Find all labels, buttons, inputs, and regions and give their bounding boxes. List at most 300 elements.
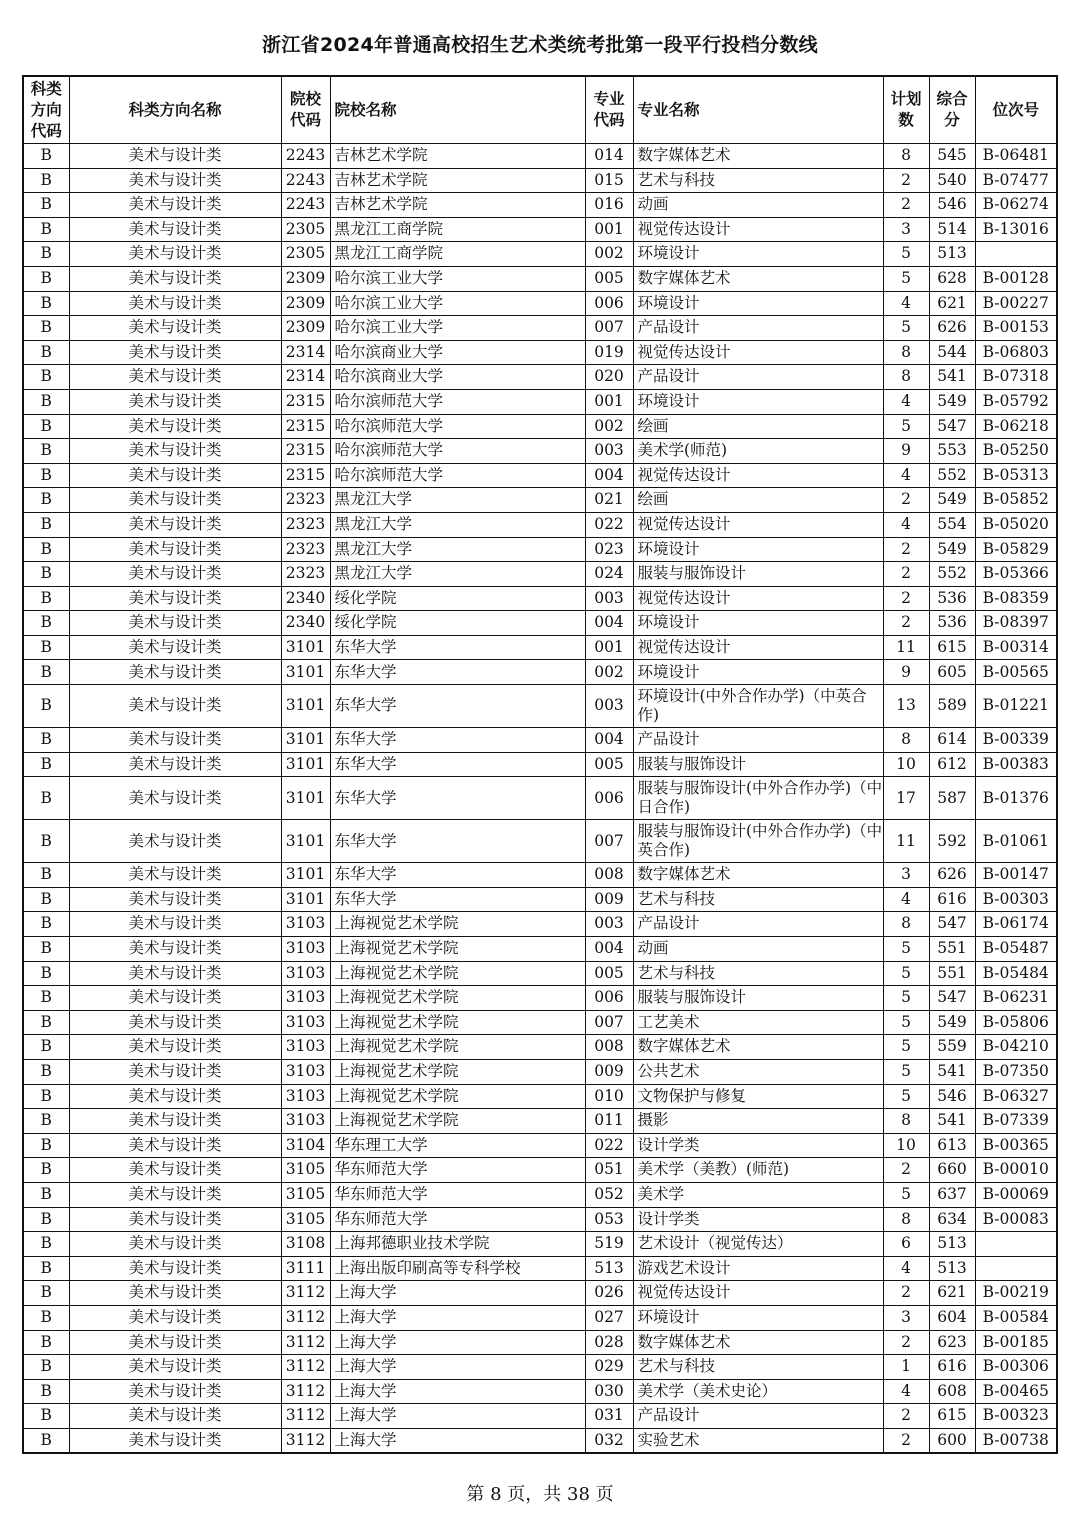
cell-rank: B-08359 (975, 586, 1057, 611)
cell-cat-name: 美术与设计类 (69, 1109, 281, 1134)
cell-school-name: 黑龙江工商学院 (330, 242, 585, 267)
cell-school-name: 东华大学 (330, 660, 585, 685)
table-row (23, 1182, 1057, 1207)
cell-major-name: 数字媒体艺术 (633, 144, 883, 169)
cell-school-name: 哈尔滨师范大学 (330, 414, 585, 439)
cell-school-code: 3103 (281, 1010, 330, 1035)
cell-plan: 5 (883, 316, 929, 341)
cell-score: 551 (929, 937, 975, 962)
cell-cat-name: 美术与设计类 (69, 635, 281, 660)
cell-school-name: 东华大学 (330, 863, 585, 888)
cell-school-name: 绥化学院 (330, 611, 585, 636)
cell-plan: 10 (883, 1133, 929, 1158)
cell-school-code: 2314 (281, 365, 330, 390)
cell-major-name: 动画 (633, 937, 883, 962)
table-row (23, 193, 1057, 218)
cell-cat-name: 美术与设计类 (69, 389, 281, 414)
cell-rank: B-01221 (975, 685, 1057, 728)
cell-cat-code: B (23, 365, 69, 390)
cell-major-name: 公共艺术 (633, 1060, 883, 1085)
cell-rank: B-08397 (975, 611, 1057, 636)
cell-school-code: 3112 (281, 1281, 330, 1306)
cell-score: 600 (929, 1428, 975, 1453)
cell-cat-name: 美术与设计类 (69, 1305, 281, 1330)
table-row (23, 586, 1057, 611)
cell-cat-code: B (23, 537, 69, 562)
cell-plan: 5 (883, 1060, 929, 1085)
cell-score: 660 (929, 1158, 975, 1183)
cell-cat-name: 美术与设计类 (69, 168, 281, 193)
cell-major-code: 005 (585, 961, 633, 986)
cell-school-name: 东华大学 (330, 777, 585, 820)
cell-major-name: 数字媒体艺术 (633, 1035, 883, 1060)
cell-score: 541 (929, 1109, 975, 1134)
cell-plan: 8 (883, 365, 929, 390)
cell-school-code: 2323 (281, 488, 330, 513)
cell-score: 536 (929, 611, 975, 636)
cell-major-code: 004 (585, 937, 633, 962)
cell-major-name: 视觉传达设计 (633, 217, 883, 242)
cell-rank: B-06327 (975, 1084, 1057, 1109)
cell-school-name: 上海大学 (330, 1330, 585, 1355)
cell-school-code: 2323 (281, 537, 330, 562)
page-footer: 第 8 页，共 38 页 (466, 1484, 614, 1505)
cell-score: 549 (929, 1010, 975, 1035)
cell-score: 626 (929, 863, 975, 888)
cell-cat-code: B (23, 242, 69, 267)
cell-plan: 2 (883, 1428, 929, 1453)
table-row (23, 685, 1057, 728)
cell-school-code: 2243 (281, 193, 330, 218)
cell-plan: 5 (883, 1010, 929, 1035)
cell-plan: 4 (883, 463, 929, 488)
cell-school-name: 吉林艺术学院 (330, 193, 585, 218)
cell-major-name: 服装与服饰设计 (633, 752, 883, 777)
cell-major-name: 视觉传达设计 (633, 463, 883, 488)
cell-rank: B-05313 (975, 463, 1057, 488)
cell-major-name: 环境设计 (633, 242, 883, 267)
table-row (23, 463, 1057, 488)
cell-rank: B-00083 (975, 1207, 1057, 1232)
cell-score: 536 (929, 586, 975, 611)
cell-school-code: 3103 (281, 937, 330, 962)
cell-cat-code: B (23, 488, 69, 513)
cell-major-code: 028 (585, 1330, 633, 1355)
cell-cat-code: B (23, 1035, 69, 1060)
cell-school-code: 3103 (281, 1035, 330, 1060)
table-row (23, 1355, 1057, 1380)
cell-score: 547 (929, 986, 975, 1011)
cell-school-name: 黑龙江大学 (330, 562, 585, 587)
cell-plan: 5 (883, 937, 929, 962)
cell-school-name: 上海大学 (330, 1355, 585, 1380)
cell-school-name: 上海出版印刷高等专科学校 (330, 1256, 585, 1281)
cell-school-name: 吉林艺术学院 (330, 168, 585, 193)
cell-cat-code: B (23, 193, 69, 218)
cell-plan: 5 (883, 414, 929, 439)
cell-score: 549 (929, 537, 975, 562)
cell-plan: 3 (883, 217, 929, 242)
cell-cat-name: 美术与设计类 (69, 1182, 281, 1207)
header-rank: 位次号 (975, 76, 1057, 144)
cell-plan: 3 (883, 1305, 929, 1330)
cell-school-code: 3101 (281, 752, 330, 777)
cell-plan: 2 (883, 1330, 929, 1355)
cell-major-code: 005 (585, 752, 633, 777)
cell-plan: 2 (883, 193, 929, 218)
cell-cat-code: B (23, 887, 69, 912)
cell-major-name: 环境设计 (633, 611, 883, 636)
cell-cat-code: B (23, 611, 69, 636)
cell-score: 637 (929, 1182, 975, 1207)
cell-rank: B-00153 (975, 316, 1057, 341)
cell-rank: B-00069 (975, 1182, 1057, 1207)
cell-cat-code: B (23, 1133, 69, 1158)
cell-cat-name: 美术与设计类 (69, 1379, 281, 1404)
cell-major-name: 服装与服饰设计(中外合作办学)（中英合作) (633, 820, 883, 863)
cell-major-code: 007 (585, 820, 633, 863)
cell-rank: B-05487 (975, 937, 1057, 962)
cell-score: 621 (929, 1281, 975, 1306)
cell-plan: 10 (883, 752, 929, 777)
cell-school-code: 3101 (281, 728, 330, 753)
table-row (23, 961, 1057, 986)
table-row (23, 777, 1057, 820)
cell-school-code: 2305 (281, 217, 330, 242)
cell-major-code: 053 (585, 1207, 633, 1232)
cell-major-code: 014 (585, 144, 633, 169)
cell-major-code: 022 (585, 1133, 633, 1158)
cell-cat-name: 美术与设计类 (69, 1355, 281, 1380)
cell-cat-code: B (23, 439, 69, 464)
table-row (23, 1330, 1057, 1355)
cell-plan: 2 (883, 562, 929, 587)
table-row (23, 1060, 1057, 1085)
cell-cat-name: 美术与设计类 (69, 660, 281, 685)
header-plan: 计划数 (883, 76, 929, 144)
cell-score: 552 (929, 463, 975, 488)
cell-school-name: 绥化学院 (330, 586, 585, 611)
cell-rank: B-05366 (975, 562, 1057, 587)
cell-cat-name: 美术与设计类 (69, 365, 281, 390)
cell-cat-code: B (23, 1404, 69, 1429)
cell-major-name: 美术学（美术史论） (633, 1379, 883, 1404)
cell-major-name: 艺术与科技 (633, 887, 883, 912)
cell-cat-code: B (23, 1355, 69, 1380)
cell-school-code: 2309 (281, 316, 330, 341)
cell-school-name: 东华大学 (330, 887, 585, 912)
cell-cat-code: B (23, 1379, 69, 1404)
table-row (23, 863, 1057, 888)
cell-score: 616 (929, 887, 975, 912)
cell-cat-code: B (23, 1305, 69, 1330)
cell-cat-name: 美术与设计类 (69, 586, 281, 611)
cell-school-code: 3103 (281, 912, 330, 937)
cell-major-name: 数字媒体艺术 (633, 1330, 883, 1355)
cell-plan: 6 (883, 1232, 929, 1257)
cell-school-name: 华东师范大学 (330, 1182, 585, 1207)
cell-major-code: 003 (585, 439, 633, 464)
cell-score: 546 (929, 193, 975, 218)
cell-school-name: 东华大学 (330, 752, 585, 777)
cell-school-code: 3112 (281, 1379, 330, 1404)
cell-major-code: 006 (585, 777, 633, 820)
cell-rank: B-00303 (975, 887, 1057, 912)
cell-cat-name: 美术与设计类 (69, 512, 281, 537)
table-row (23, 242, 1057, 267)
cell-score: 623 (929, 1330, 975, 1355)
cell-major-code: 004 (585, 611, 633, 636)
table-row (23, 291, 1057, 316)
page-title: 浙江省2024年普通高校招生艺术类统考批第一段平行投档分数线 (262, 34, 818, 56)
cell-score: 587 (929, 777, 975, 820)
cell-rank (975, 1256, 1057, 1281)
cell-cat-name: 美术与设计类 (69, 961, 281, 986)
cell-major-name: 环境设计 (633, 291, 883, 316)
cell-major-code: 023 (585, 537, 633, 562)
cell-major-code: 030 (585, 1379, 633, 1404)
header-cat-name: 科类方向名称 (69, 76, 281, 144)
cell-major-code: 020 (585, 365, 633, 390)
cell-school-name: 上海视觉艺术学院 (330, 1035, 585, 1060)
cell-plan: 2 (883, 586, 929, 611)
cell-major-name: 艺术与科技 (633, 1355, 883, 1380)
cell-school-name: 黑龙江大学 (330, 512, 585, 537)
cell-plan: 2 (883, 537, 929, 562)
cell-major-name: 艺术设计（视觉传达） (633, 1232, 883, 1257)
cell-cat-name: 美术与设计类 (69, 986, 281, 1011)
cell-rank: B-00565 (975, 660, 1057, 685)
cell-cat-name: 美术与设计类 (69, 463, 281, 488)
cell-cat-name: 美术与设计类 (69, 266, 281, 291)
cell-score: 541 (929, 1060, 975, 1085)
table-row (23, 488, 1057, 513)
table-row (23, 660, 1057, 685)
cell-major-name: 游戏艺术设计 (633, 1256, 883, 1281)
cell-cat-name: 美术与设计类 (69, 1281, 281, 1306)
cell-plan: 4 (883, 887, 929, 912)
cell-school-name: 上海大学 (330, 1404, 585, 1429)
cell-cat-name: 美术与设计类 (69, 291, 281, 316)
cell-rank: B-00227 (975, 291, 1057, 316)
cell-plan: 9 (883, 439, 929, 464)
cell-score: 592 (929, 820, 975, 863)
cell-major-name: 环境设计(中外合作办学)（中英合作) (633, 685, 883, 728)
cell-major-code: 051 (585, 1158, 633, 1183)
cell-cat-code: B (23, 635, 69, 660)
cell-cat-name: 美术与设计类 (69, 488, 281, 513)
cell-school-name: 哈尔滨商业大学 (330, 340, 585, 365)
cell-rank: B-00128 (975, 266, 1057, 291)
cell-score: 541 (929, 365, 975, 390)
table-row (23, 414, 1057, 439)
cell-school-code: 3111 (281, 1256, 330, 1281)
cell-cat-code: B (23, 414, 69, 439)
cell-cat-code: B (23, 752, 69, 777)
table-row (23, 1305, 1057, 1330)
cell-major-name: 视觉传达设计 (633, 635, 883, 660)
cell-major-code: 010 (585, 1084, 633, 1109)
cell-cat-code: B (23, 1207, 69, 1232)
cell-school-name: 黑龙江大学 (330, 537, 585, 562)
cell-school-name: 上海视觉艺术学院 (330, 1010, 585, 1035)
cell-major-name: 绘画 (633, 488, 883, 513)
table-row (23, 1035, 1057, 1060)
table-row (23, 168, 1057, 193)
cell-score: 544 (929, 340, 975, 365)
cell-cat-name: 美术与设计类 (69, 1084, 281, 1109)
cell-cat-name: 美术与设计类 (69, 217, 281, 242)
cell-score: 615 (929, 1404, 975, 1429)
cell-rank: B-05484 (975, 961, 1057, 986)
cell-school-name: 上海大学 (330, 1281, 585, 1306)
cell-major-code: 015 (585, 168, 633, 193)
cell-major-name: 视觉传达设计 (633, 340, 883, 365)
cell-plan: 1 (883, 1355, 929, 1380)
cell-plan: 5 (883, 242, 929, 267)
table-row (23, 1207, 1057, 1232)
cell-major-code: 009 (585, 1060, 633, 1085)
cell-major-name: 艺术与科技 (633, 961, 883, 986)
cell-cat-code: B (23, 1182, 69, 1207)
cell-cat-code: B (23, 1330, 69, 1355)
table-row (23, 537, 1057, 562)
cell-cat-code: B (23, 168, 69, 193)
cell-cat-name: 美术与设计类 (69, 912, 281, 937)
cell-score: 621 (929, 291, 975, 316)
cell-rank: B-05792 (975, 389, 1057, 414)
cell-major-code: 513 (585, 1256, 633, 1281)
cell-school-code: 3104 (281, 1133, 330, 1158)
cell-rank: B-05829 (975, 537, 1057, 562)
cell-major-name: 环境设计 (633, 660, 883, 685)
cell-cat-code: B (23, 316, 69, 341)
cell-score: 608 (929, 1379, 975, 1404)
cell-cat-code: B (23, 1428, 69, 1453)
cell-score: 605 (929, 660, 975, 685)
table-row (23, 887, 1057, 912)
cell-school-name: 上海大学 (330, 1379, 585, 1404)
cell-rank: B-04210 (975, 1035, 1057, 1060)
cell-cat-code: B (23, 1281, 69, 1306)
cell-major-name: 设计学类 (633, 1207, 883, 1232)
cell-major-code: 004 (585, 728, 633, 753)
cell-cat-name: 美术与设计类 (69, 752, 281, 777)
cell-plan: 11 (883, 635, 929, 660)
table-row (23, 1084, 1057, 1109)
cell-major-name: 动画 (633, 193, 883, 218)
cell-rank: B-00465 (975, 1379, 1057, 1404)
cell-rank: B-00339 (975, 728, 1057, 753)
cell-major-code: 026 (585, 1281, 633, 1306)
cell-school-code: 3112 (281, 1305, 330, 1330)
cell-school-name: 哈尔滨工业大学 (330, 266, 585, 291)
cell-major-name: 服装与服饰设计(中外合作办学)（中日合作) (633, 777, 883, 820)
cell-school-name: 哈尔滨师范大学 (330, 463, 585, 488)
header-school-name: 院校名称 (330, 76, 585, 144)
cell-cat-code: B (23, 340, 69, 365)
cell-cat-code: B (23, 912, 69, 937)
cell-major-code: 003 (585, 912, 633, 937)
cell-school-name: 华东理工大学 (330, 1133, 585, 1158)
cell-rank (975, 1232, 1057, 1257)
cell-cat-name: 美术与设计类 (69, 1133, 281, 1158)
cell-school-name: 上海大学 (330, 1428, 585, 1453)
cell-plan: 9 (883, 660, 929, 685)
table-row (23, 1281, 1057, 1306)
cell-cat-code: B (23, 586, 69, 611)
cell-school-name: 黑龙江工商学院 (330, 217, 585, 242)
header-score: 综合分 (929, 76, 975, 144)
cell-rank: B-00738 (975, 1428, 1057, 1453)
cell-score: 554 (929, 512, 975, 537)
cell-school-code: 3101 (281, 820, 330, 863)
cell-cat-code: B (23, 1158, 69, 1183)
cell-cat-code: B (23, 820, 69, 863)
cell-major-code: 031 (585, 1404, 633, 1429)
table-row (23, 1010, 1057, 1035)
cell-plan: 4 (883, 1256, 929, 1281)
cell-score: 552 (929, 562, 975, 587)
cell-cat-code: B (23, 986, 69, 1011)
cell-major-name: 摄影 (633, 1109, 883, 1134)
cell-plan: 4 (883, 1379, 929, 1404)
table-row (23, 266, 1057, 291)
cell-rank: B-00219 (975, 1281, 1057, 1306)
cell-major-name: 绘画 (633, 414, 883, 439)
table-row (23, 820, 1057, 863)
cell-cat-name: 美术与设计类 (69, 1256, 281, 1281)
cell-plan: 4 (883, 389, 929, 414)
table-row (23, 986, 1057, 1011)
cell-major-code: 006 (585, 291, 633, 316)
cell-cat-code: B (23, 389, 69, 414)
cell-score: 616 (929, 1355, 975, 1380)
cell-cat-code: B (23, 1256, 69, 1281)
cell-rank: B-06174 (975, 912, 1057, 937)
cell-score: 559 (929, 1035, 975, 1060)
cell-score: 513 (929, 242, 975, 267)
cell-cat-code: B (23, 144, 69, 169)
cell-score: 547 (929, 912, 975, 937)
cell-plan: 5 (883, 986, 929, 1011)
cell-cat-name: 美术与设计类 (69, 193, 281, 218)
cell-school-code: 3105 (281, 1207, 330, 1232)
cell-score: 513 (929, 1256, 975, 1281)
cell-major-name: 视觉传达设计 (633, 1281, 883, 1306)
cell-school-name: 上海视觉艺术学院 (330, 961, 585, 986)
cell-cat-name: 美术与设计类 (69, 1010, 281, 1035)
cell-score: 612 (929, 752, 975, 777)
cell-major-code: 005 (585, 266, 633, 291)
cell-school-code: 2314 (281, 340, 330, 365)
cell-cat-code: B (23, 1232, 69, 1257)
cell-cat-name: 美术与设计类 (69, 820, 281, 863)
cell-major-name: 设计学类 (633, 1133, 883, 1158)
cell-school-name: 上海视觉艺术学院 (330, 986, 585, 1011)
cell-rank: B-01061 (975, 820, 1057, 863)
cell-rank: B-06274 (975, 193, 1057, 218)
cell-school-name: 哈尔滨工业大学 (330, 291, 585, 316)
table-row (23, 1379, 1057, 1404)
cell-cat-name: 美术与设计类 (69, 1207, 281, 1232)
cell-rank: B-07350 (975, 1060, 1057, 1085)
cell-major-code: 027 (585, 1305, 633, 1330)
cell-score: 628 (929, 266, 975, 291)
cell-score: 545 (929, 144, 975, 169)
table-row (23, 365, 1057, 390)
cell-score: 553 (929, 439, 975, 464)
